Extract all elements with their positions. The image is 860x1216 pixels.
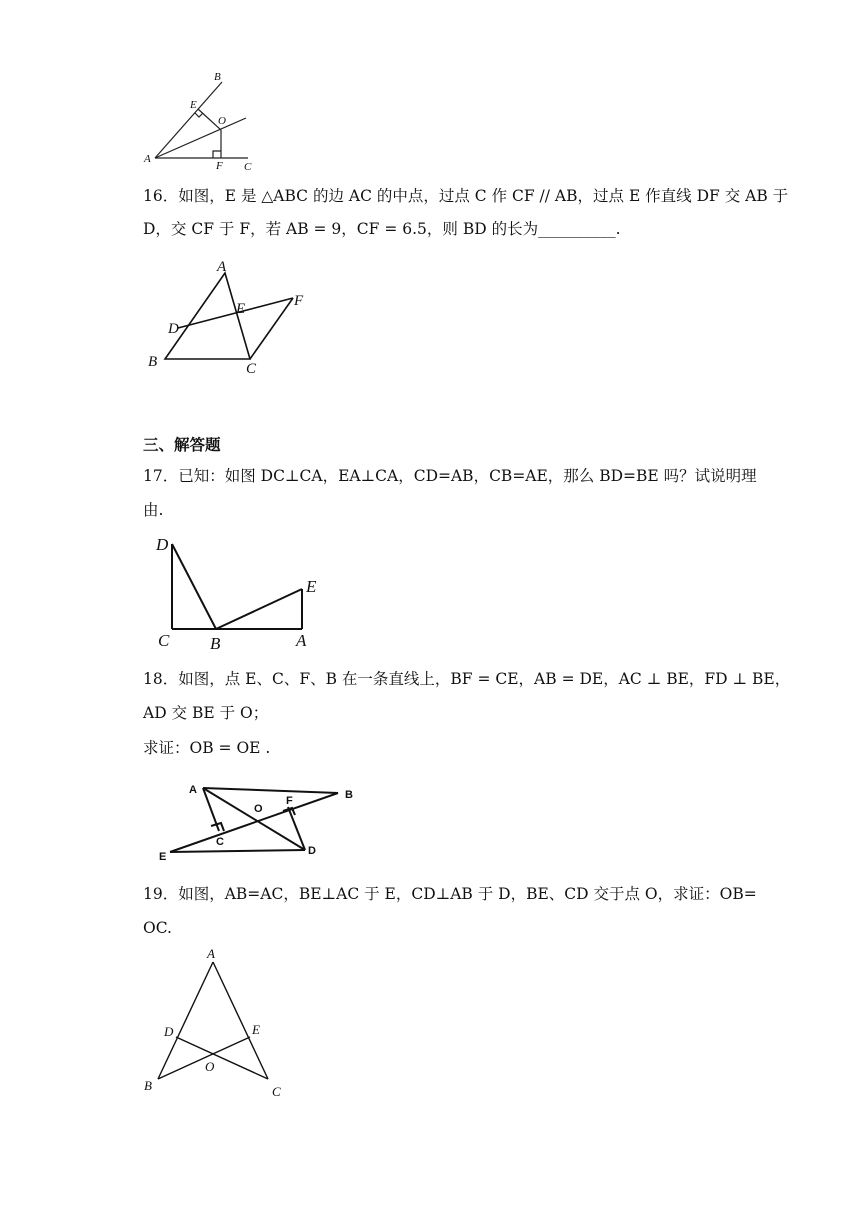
q19-line1: 19．如图，AB=AC，BE⊥AC 于 E，CD⊥AB 于 D，BE、CD 交于点 O，求证：OB= — [143, 885, 757, 903]
point-label-a: A — [189, 784, 197, 796]
point-label-b: B — [144, 1078, 152, 1093]
q18-line2: AD 交 BE 于 O； — [143, 704, 269, 722]
section-heading: 三、解答题 — [143, 436, 221, 454]
q17-line2: 由. — [143, 501, 164, 519]
point-label-b: B — [210, 634, 221, 653]
point-label-o: O — [254, 803, 263, 815]
point-label-a: A — [144, 153, 151, 165]
q17-line1: 17．已知：如图 DC⊥CA，EA⊥CA，CD=AB，CB=AE，那么 BD=BE 吗？试说明理 — [143, 467, 757, 485]
figure-q17 — [150, 534, 340, 654]
q19-line2: OC. — [143, 919, 172, 937]
point-label-c: C — [216, 836, 224, 848]
q18-line1: 18．如图，点 E、C、F、B 在一条直线上，BF = CE，AB = DE，AC ⊥ BE，FD ⊥ BE， — [143, 670, 791, 688]
point-label-b: B — [214, 71, 221, 83]
figure-q18 — [155, 778, 370, 868]
point-label-e: E — [306, 577, 317, 596]
point-label-c: C — [272, 1084, 281, 1099]
point-label-d: D — [164, 1024, 174, 1039]
point-label-f: F — [294, 293, 304, 309]
point-label-c: C — [244, 161, 252, 173]
point-label-d: D — [308, 845, 316, 857]
point-label-e: E — [252, 1022, 260, 1037]
figure-q19 — [140, 944, 300, 1104]
figure-q15 — [140, 68, 270, 173]
point-label-c: C — [246, 361, 257, 377]
point-label-o: O — [205, 1059, 215, 1074]
q16-line1: 16．如图，E 是 △ABC 的边 AC 的中点，过点 C 作 CF // AB，过点 E 作直线 DF 交 AB 于 — [143, 187, 789, 205]
q18-line3: 求证：OB = OE . — [143, 739, 271, 757]
point-label-f: F — [286, 795, 293, 807]
point-label-e: E — [159, 851, 167, 863]
point-label-a: A — [296, 631, 307, 650]
point-label-a: A — [207, 946, 215, 961]
figure-q16 — [140, 255, 340, 380]
point-label-d: D — [168, 321, 179, 337]
point-label-f: F — [216, 160, 223, 172]
point-label-b: B — [345, 789, 353, 801]
q16-line2: D，交 CF 于 F，若 AB = 9，CF = 6.5，则 BD 的长为__________. — [143, 220, 621, 238]
point-label-e: E — [236, 301, 246, 317]
point-label-d: D — [156, 535, 169, 554]
point-label-o: O — [218, 115, 226, 127]
point-label-b: B — [148, 354, 158, 370]
point-label-c: C — [158, 631, 170, 650]
point-label-e: E — [190, 99, 197, 111]
point-label-a: A — [217, 259, 227, 275]
